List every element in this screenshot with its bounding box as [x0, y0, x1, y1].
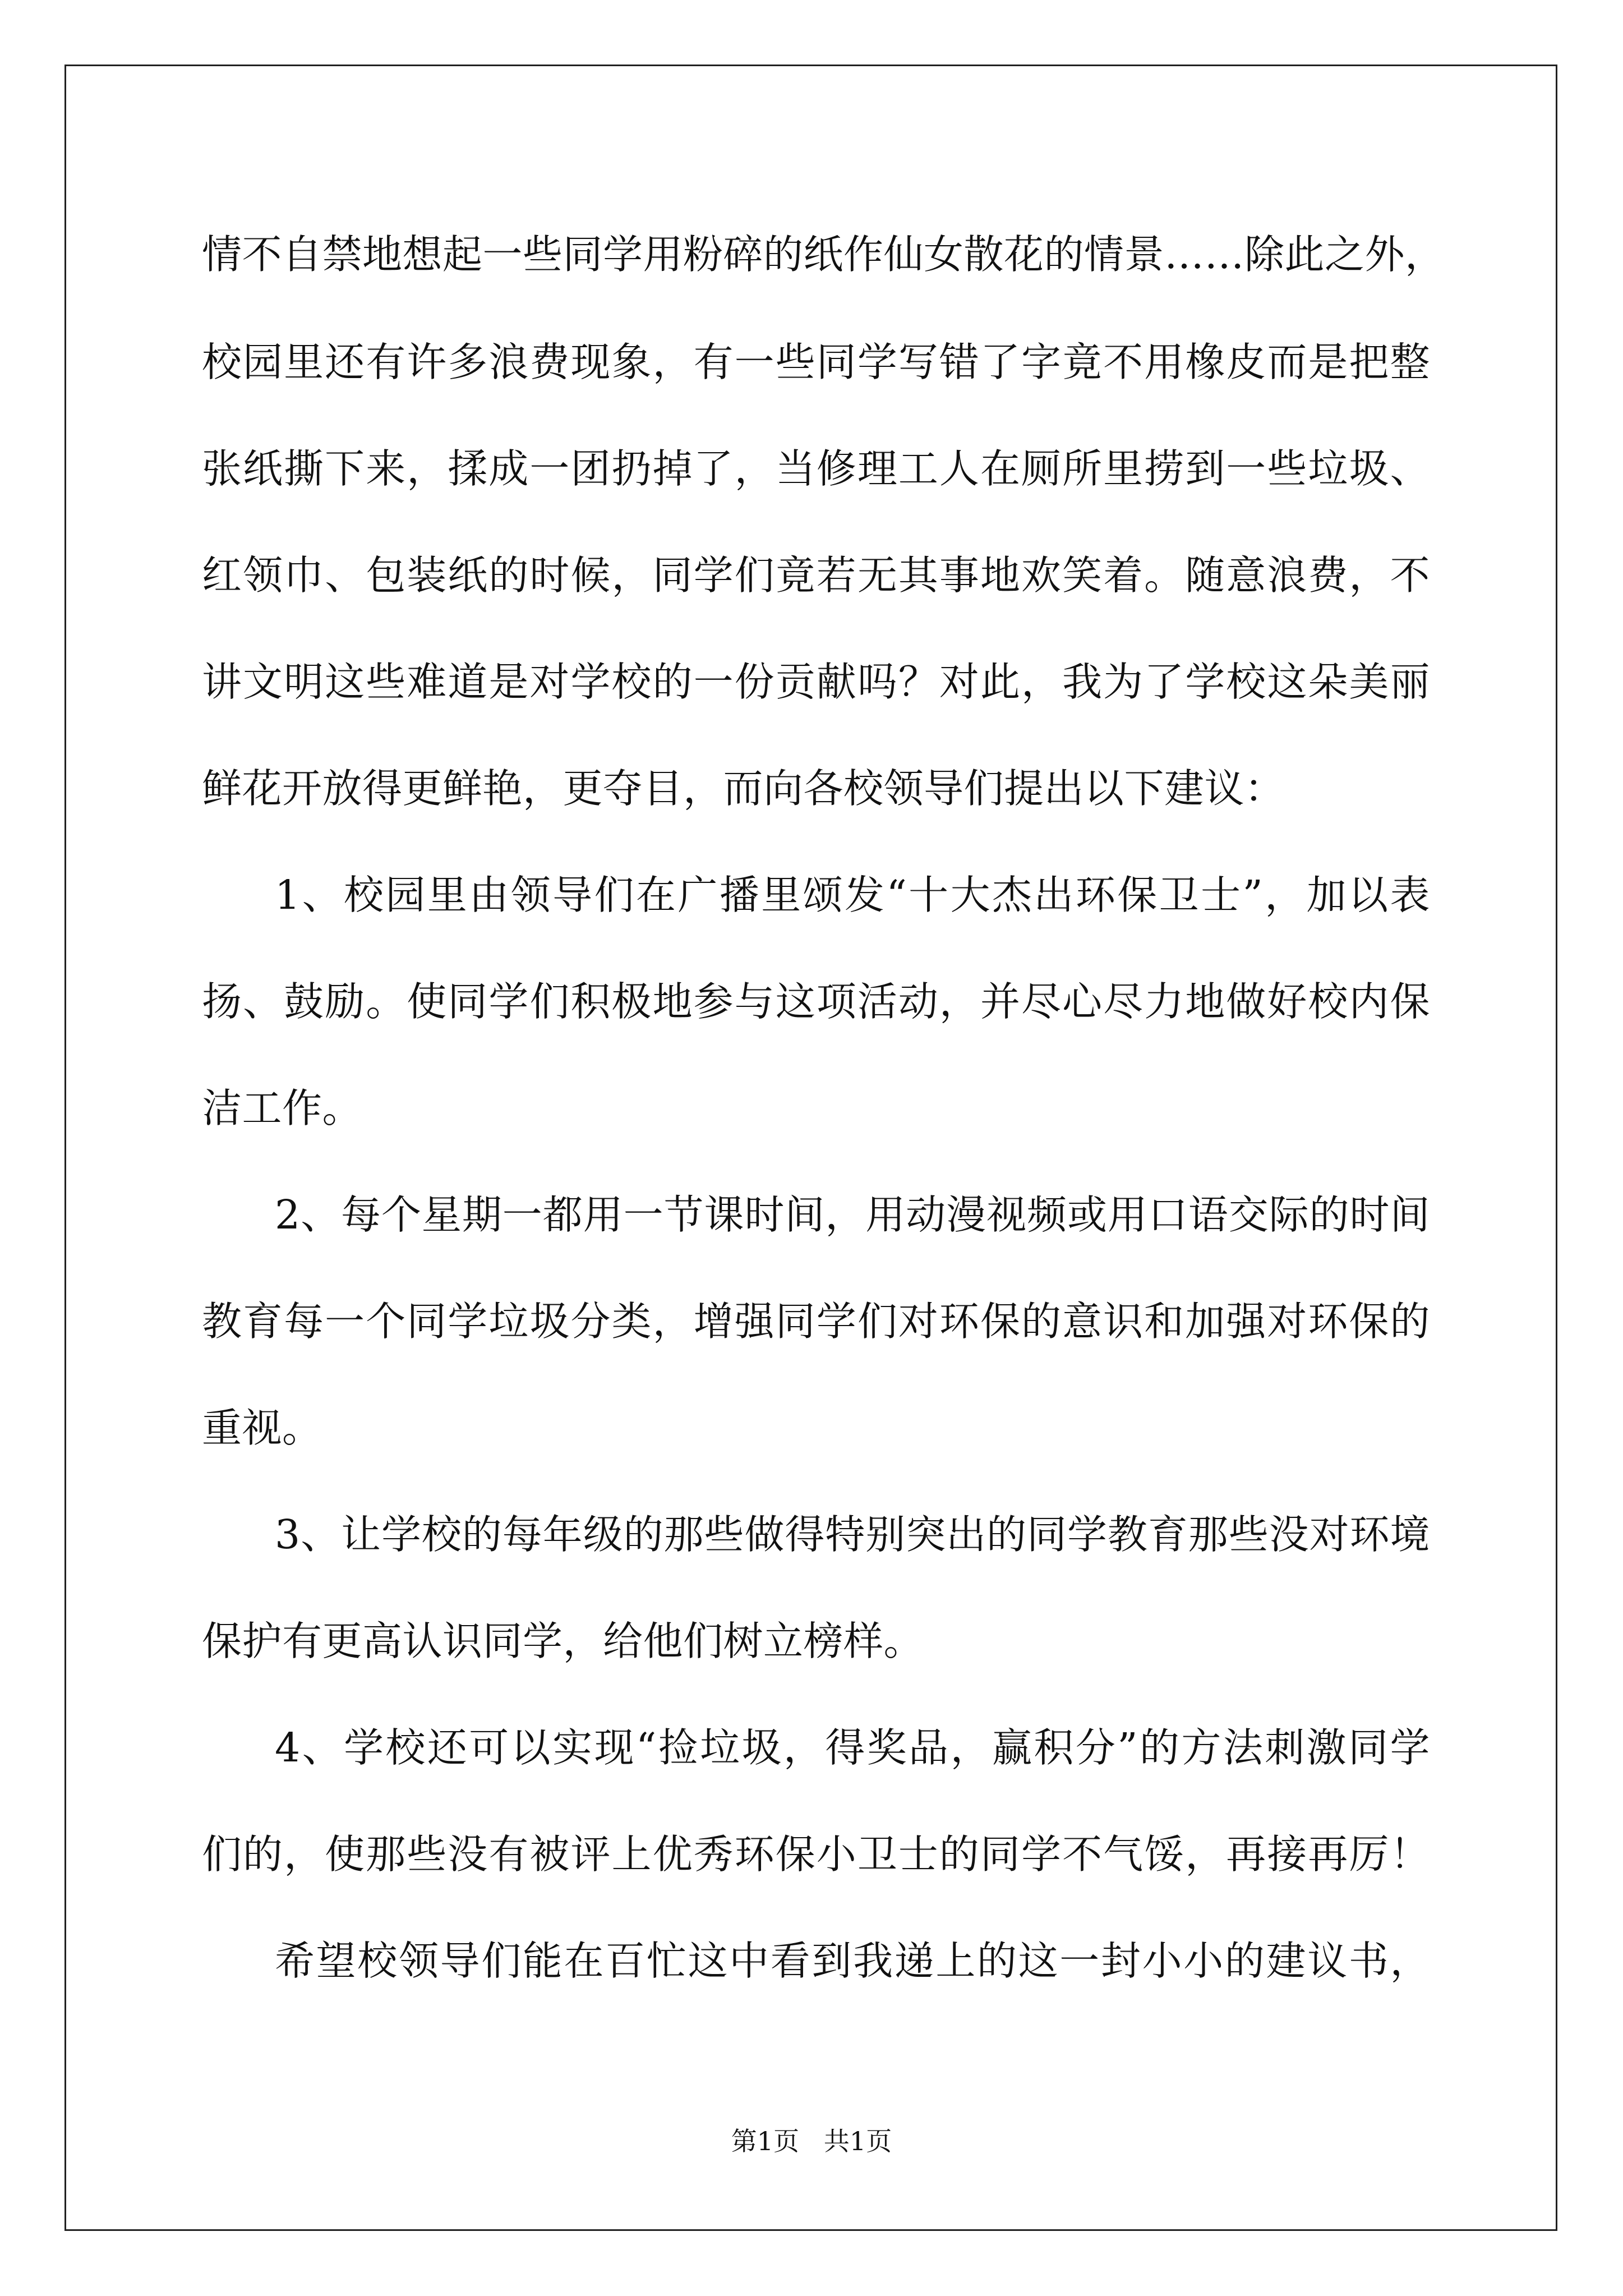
text-line: 洁工作。 [202, 1085, 363, 1131]
text-line: 重视。 [202, 1405, 322, 1451]
text-line: 情不自禁地想起一些同学用粉碎的纸作仙女散花的情景……除此之外， [202, 231, 1445, 278]
text-line: 扬、鼓励。使同学们积极地参与这项活动，并尽心尽力地做好校内保 [202, 978, 1430, 1025]
page-footer: 第1页 共1页 [731, 2126, 892, 2156]
text-line: 保护有更高认识同学，给他们树立榜样。 [202, 1618, 924, 1664]
text-line: 3、让学校的每年级的那些做得特别突出的同学教育那些没对环境 [275, 1511, 1430, 1558]
text-line: 2、每个星期一都用一节课时间，用动漫视频或用口语交际的时间 [275, 1191, 1430, 1238]
page-border [64, 65, 1557, 2231]
text-line: 1、校园里由领导们在广播里颂发“十大杰出环保卫士”，加以表 [275, 872, 1430, 918]
text-line: 们的，使那些没有被评上优秀环保小卫士的同学不气馁，再接再厉！ [202, 1831, 1430, 1878]
text-line: 希望校领导们能在百忙这中看到我递上的这一封小小的建议书， [275, 1938, 1430, 1984]
text-line: 讲文明这些难道是对学校的一份贡献吗？对此，我为了学校这朵美丽 [202, 659, 1430, 705]
text-line: 红领巾、包装纸的时候，同学们竟若无其事地欢笑着。随意浪费，不 [202, 552, 1430, 599]
text-line: 张纸撕下来，揉成一团扔掉了，当修理工人在厕所里捞到一些垃圾、 [202, 445, 1430, 492]
text-line: 教育每一个同学垃圾分类，增强同学们对环保的意识和加强对环保的 [202, 1298, 1430, 1345]
text-line: 鲜花开放得更鲜艳，更夺目，而向各校领导们提出以下建议： [202, 765, 1285, 812]
text-line: 校园里还有许多浪费现象，有一些同学写错了字竟不用橡皮而是把整 [202, 339, 1430, 385]
text-line: 4、学校还可以实现“捡垃圾，得奖品，赢积分”的方法刺激同学 [275, 1724, 1430, 1771]
